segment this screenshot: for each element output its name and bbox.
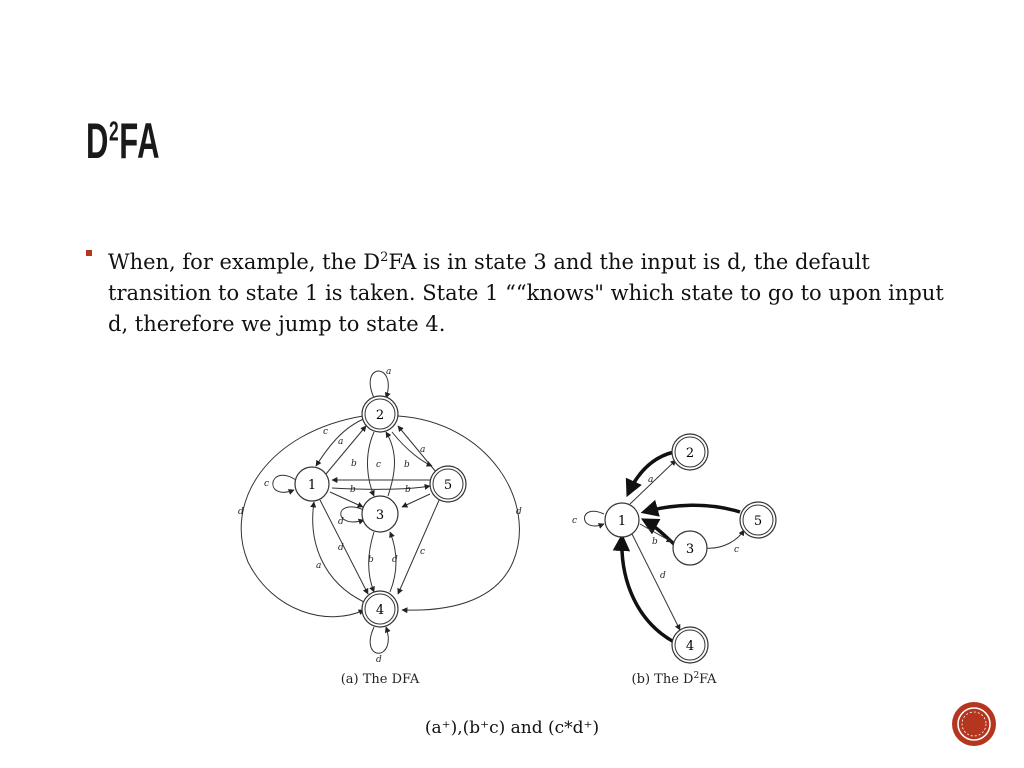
dfa-label-b-4-3: d: [392, 555, 398, 565]
dfa-loop-1: [273, 475, 296, 492]
slide-corner-logo-icon: [950, 700, 998, 748]
dfa-edge-1-3: [330, 492, 363, 507]
dfa-state-2: [362, 396, 398, 432]
dfa-edge-1-5: [332, 486, 430, 489]
d2fa-state-2-label: 2: [685, 446, 695, 461]
d2fa-caption-sup: 2: [693, 671, 700, 681]
dfa-label-a-outer: d: [238, 507, 244, 517]
bullet-marker-icon: [86, 250, 92, 256]
dfa-caption: (a) The DFA: [340, 672, 420, 687]
dfa-loop-4: [370, 627, 388, 653]
d2fa-caption-post: FA: [699, 672, 717, 687]
bullet-text-part-2: FA is in state 3 and the input is d, the default transition to state 1 is taken. State 1 ““knows" which state to go to upon input d, therefore we jump to state 4.: [108, 250, 944, 336]
dfa-label-d-outer: d: [516, 507, 522, 517]
dfa-label-a-5-2: a: [420, 445, 426, 455]
d2fa-label-d-1-4: d: [660, 571, 666, 581]
bullet-superscript: 2: [380, 250, 389, 265]
dfa-state-3: [362, 496, 398, 532]
d2fa-label-b-1-3: b: [652, 537, 658, 547]
dfa-state-1: [295, 467, 329, 501]
d2fa-graph: [585, 452, 745, 642]
dfa-edge-2-4-right: [398, 416, 519, 610]
d2fa-caption: [632, 671, 718, 687]
d2fa-default-5-1: [644, 505, 740, 512]
dfa-edge-5-4: [398, 498, 440, 594]
d2fa-loop-1: [585, 511, 605, 526]
bullet-text: [108, 242, 946, 340]
dfa-label-d-3-4: b: [368, 555, 374, 565]
dfa-label-loop2: a: [386, 367, 392, 377]
d2fa-state-4-label: 4: [685, 639, 695, 654]
d2fa-states: [605, 434, 776, 663]
dfa-state-5-label: 5: [443, 478, 453, 493]
d2fa-default-2-1: [628, 452, 674, 494]
dfa-edge-3-2: [386, 432, 395, 496]
dfa-label-b-loop3: d: [338, 517, 344, 527]
dfa-label-c-4-1: a: [316, 561, 322, 571]
dfa-loop-3: [341, 507, 364, 522]
d2fa-state-2: [672, 434, 708, 470]
dfa-state-4: [362, 591, 398, 627]
d2fa-state-5: [740, 502, 776, 538]
dfa-label-b-5-3: b: [405, 485, 411, 495]
d2fa-label-c-loop1: c: [572, 516, 578, 526]
title-superscript: 2: [109, 115, 120, 147]
d2fa-label-a-1-2: a: [648, 475, 654, 485]
dfa-edge-2-3: [367, 432, 374, 496]
d2fa-state-4: [672, 627, 708, 663]
title-text-1: D: [86, 113, 110, 169]
slide-title: [86, 112, 160, 170]
dfa-edge-2-4-left: [241, 416, 364, 617]
dfa-label-a-2-3: b: [351, 459, 357, 469]
dfa-label-d-1-4: d: [338, 543, 344, 553]
dfa-state-1-label: 1: [307, 478, 317, 493]
d2fa-state-5-label: 5: [753, 514, 763, 529]
d2fa-default-4-1: [622, 537, 674, 642]
dfa-label-c-2-1: c: [323, 427, 329, 437]
dfa-states: [295, 396, 466, 627]
dfa-edge-5-3: [402, 494, 430, 507]
dfa-label-c-5-1: c: [376, 460, 382, 470]
d2fa-state-3-label: 3: [685, 542, 695, 557]
dfa-state-4-label: 4: [375, 603, 385, 618]
dfa-label-d-5-4: c: [420, 547, 426, 557]
bullet-text-part-1: When, for example, the D: [108, 250, 381, 274]
automata-figure: [208, 362, 792, 692]
dfa-state-2-label: 2: [375, 408, 385, 423]
bullet-item: [86, 242, 946, 340]
d2fa-caption-pre: (b) The D: [631, 672, 694, 687]
d2fa-state-3: [673, 531, 707, 565]
dfa-state-3-label: 3: [375, 508, 385, 523]
dfa-state-5: [430, 466, 466, 502]
dfa-label-d-loop4: d: [376, 655, 382, 665]
dfa-label-b-1-3: b: [350, 485, 356, 495]
dfa-edge-1-4: [320, 500, 368, 594]
figure-caption: (a⁺),(b⁺c) and (c*d⁺): [424, 718, 600, 738]
dfa-label-c-loop1: c: [264, 479, 270, 489]
d2fa-state-1: [605, 503, 639, 537]
dfa-edge-2-5: [392, 432, 432, 466]
d2fa-label-c-3-5: c: [734, 545, 740, 555]
dfa-label-a-1-2: a: [338, 437, 344, 447]
dfa-edge-1-2: [326, 426, 366, 474]
dfa-label-b-2-5: b: [404, 460, 410, 470]
title-text-2: FA: [119, 113, 161, 169]
d2fa-state-1-label: 1: [617, 514, 627, 529]
